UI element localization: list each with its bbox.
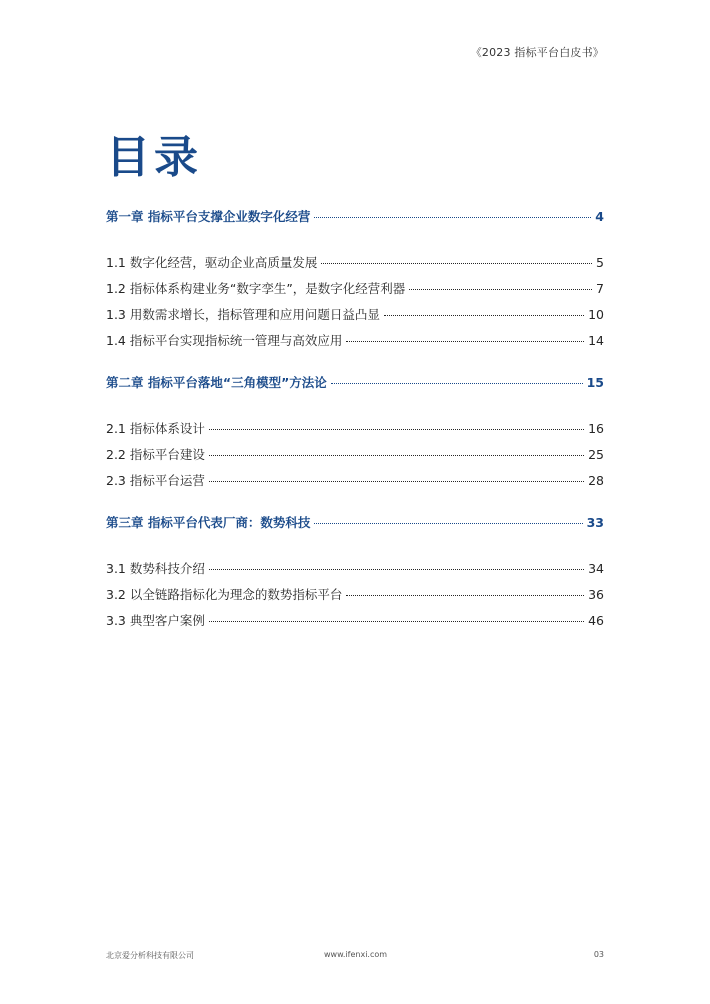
page-number: 14 [588,333,604,348]
chapter-title: 第二章 指标平台落地“三角模型”方法论 [106,375,327,390]
footer-website[interactable]: www.ifenxi.com [324,950,388,959]
dot-leader [209,454,584,456]
section-title: 1.4 指标平台实现指标统一管理与高效应用 [106,333,343,348]
toc-section-1-2[interactable] [106,276,604,302]
spacer [106,230,604,250]
toc-section-1-1[interactable] [106,250,604,276]
dot-leader [331,382,583,384]
toc-section-3-3[interactable] [106,608,604,634]
table-of-contents [106,204,604,634]
page-number: 4 [595,209,604,224]
toc-section-2-3[interactable] [106,468,604,494]
dot-leader [209,620,584,622]
section-title: 3.1 数势科技介绍 [106,561,205,576]
section-title: 2.2 指标平台建设 [106,447,205,462]
page-number: 46 [588,613,604,628]
page-number: 5 [596,255,604,270]
dot-leader [409,288,592,290]
dot-leader [384,314,584,316]
page-title: 目录 [106,132,202,183]
toc-chapter-1[interactable] [106,204,604,230]
dot-leader [321,262,592,264]
section-title: 3.3 典型客户案例 [106,613,205,628]
toc-section-3-1[interactable] [106,556,604,582]
dot-leader [314,216,591,218]
toc-chapter-2[interactable] [106,370,604,396]
section-title: 1.3 用数需求增长，指标管理和应用问题日益凸显 [106,307,380,322]
page-number: 34 [588,561,604,576]
dot-leader [209,428,584,430]
dot-leader [209,568,584,570]
toc-section-1-4[interactable] [106,328,604,354]
section-title: 2.1 指标体系设计 [106,421,205,436]
toc-section-2-1[interactable] [106,416,604,442]
section-title: 1.2 指标体系构建业务“数字孪生”，是数字化经营利器 [106,281,406,296]
spacer [106,396,604,416]
page-number: 16 [588,421,604,436]
page-number: 10 [588,307,604,322]
footer-company: 北京爱分析科技有限公司 [106,951,194,960]
spacer [106,354,604,370]
chapter-title: 第一章 指标平台支撑企业数字化经营 [106,209,311,224]
spacer [106,494,604,510]
dot-leader [346,340,584,342]
toc-chapter-3[interactable] [106,510,604,536]
dot-leader [346,594,584,596]
section-title: 3.2 以全链路指标化为理念的数势指标平台 [106,587,343,602]
toc-section-2-2[interactable] [106,442,604,468]
spacer [106,536,604,556]
section-title: 1.1 数字化经营，驱动企业高质量发展 [106,255,318,270]
footer-page-number: 03 [593,950,604,959]
page-number: 25 [588,447,604,462]
chapter-title: 第三章 指标平台代表厂商：数势科技 [106,515,311,530]
toc-section-3-2[interactable] [106,582,604,608]
page-number: 36 [588,587,604,602]
document-title: 《2023 指标平台白皮书》 [470,46,604,59]
toc-section-1-3[interactable] [106,302,604,328]
dot-leader [314,522,582,524]
section-title: 2.3 指标平台运营 [106,473,205,488]
page-number: 33 [586,515,604,530]
page-number: 28 [588,473,604,488]
dot-leader [209,480,584,482]
page-number: 7 [596,281,604,296]
page-number: 15 [586,375,604,390]
